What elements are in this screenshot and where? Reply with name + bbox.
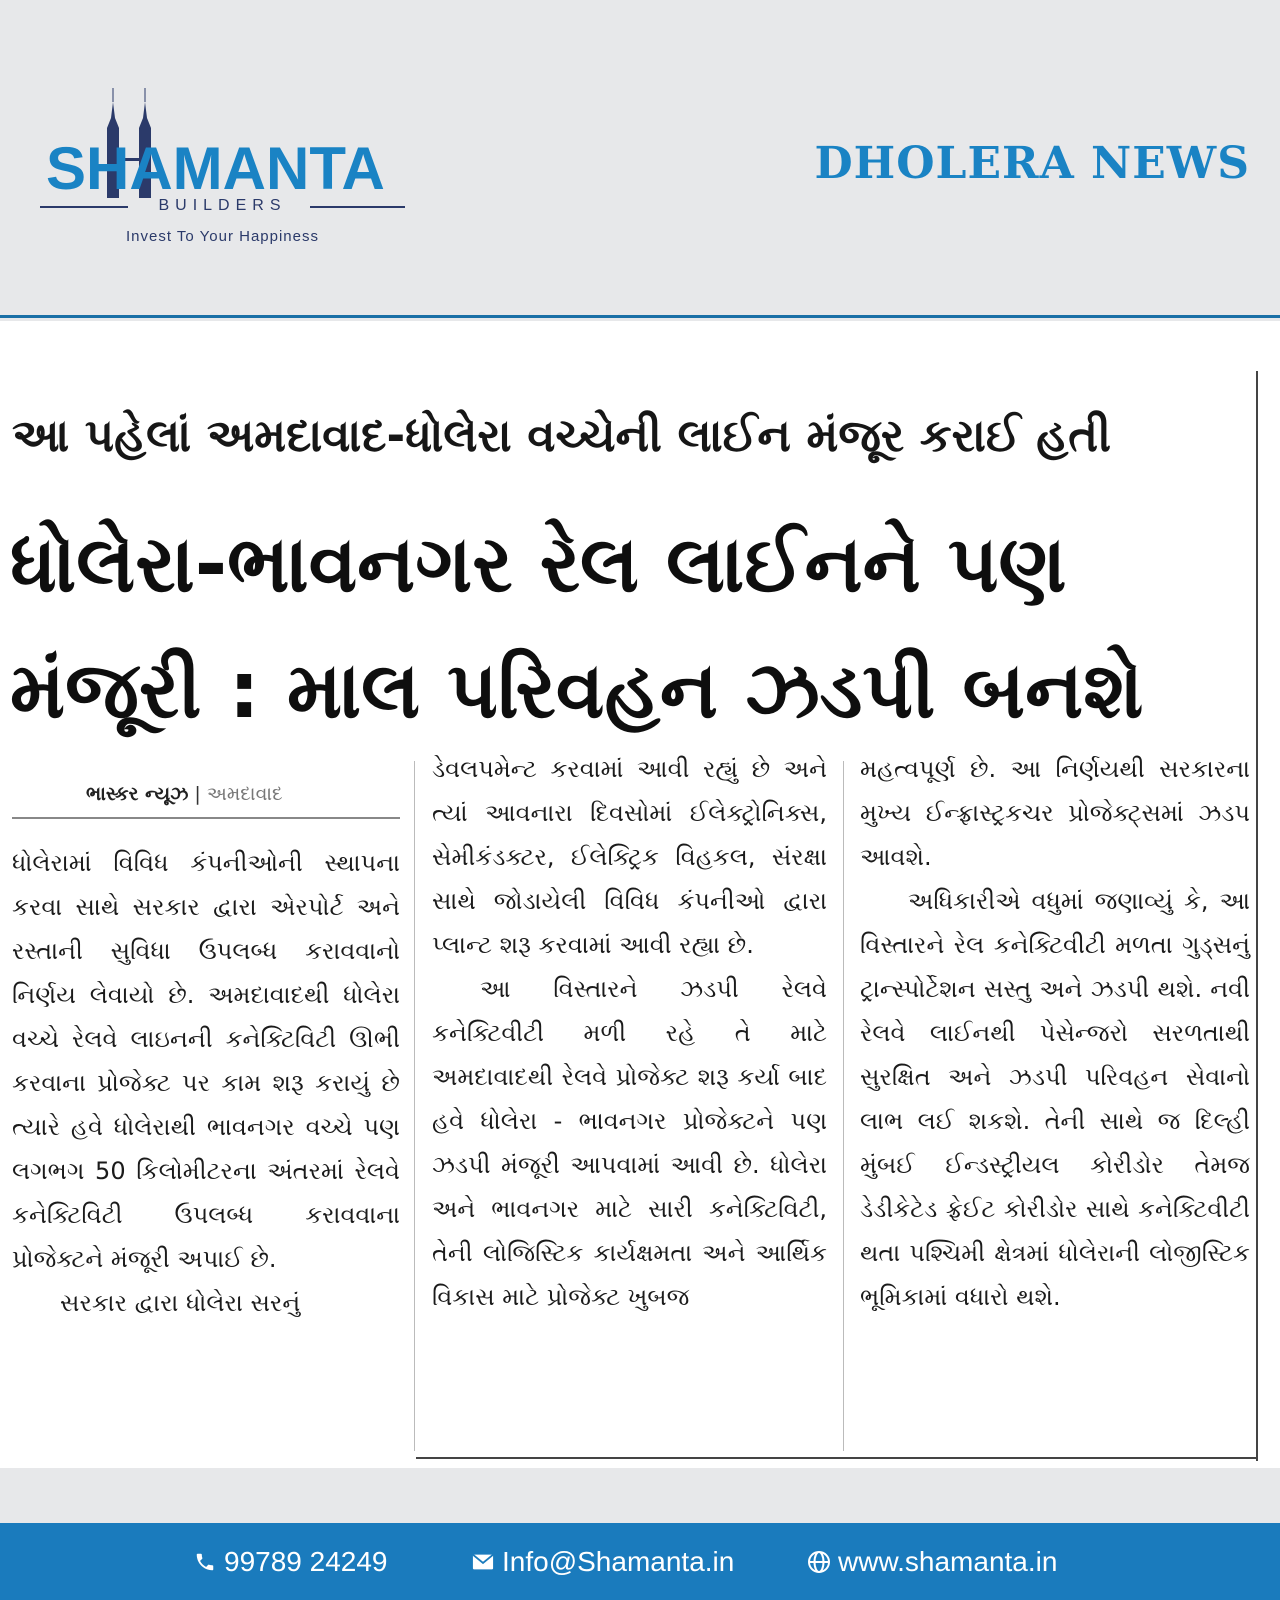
paragraph: મહત્વપૂર્ણ છે. આ નિર્ણયથી સરકારના મુખ્ય ઈન્ફ્રાસ્ટ્રકચર પ્રોજેક્ટ્સમાં ઝડપ આવશે. <box>860 755 1250 871</box>
article-column-3 <box>860 747 1250 1319</box>
clipping-edge <box>1256 371 1258 1461</box>
globe-icon <box>806 1549 832 1575</box>
paragraph: ધોલેરામાં વિવિધ કંપનીઓની સ્થાપના કરવા સાથે સરકાર દ્વારા એરપોર્ટ અને રસ્તાની સુવિધા ઉપલબ્ધ કરાવવાનો નિર્ણય લેવાયો છે. અમદાવાદથી ધોલેરા વચ્ચે રેલવે લાઇનની કનેક્ટિવિટી ઊભી કરવાના પ્રોજેક્ટ પર કામ શરૂ કરાયું છે ત્યારે હવે ધોલેરાથી ભાવનગર વચ્ચે પણ લગભગ 50 કિલોમીટરના અંતરમાં રેલવે કનેક્ટિવિટી ઉપલબ્ધ કરાવવાના પ્રોજેક્ટને મંજૂરી અપાઈ છે. <box>12 849 400 1273</box>
byline-source: ભાસ્કર ન્યૂઝ <box>86 783 189 805</box>
brand-name: SHAMANTA <box>46 135 385 202</box>
article-column-1 <box>12 841 400 1325</box>
phone-number: 99789 24249 <box>224 1545 388 1577</box>
byline-separator: | <box>194 783 207 805</box>
website-url: www.shamanta.in <box>838 1545 1058 1577</box>
paragraph: ડેવલપમેન્ટ કરવામાં આવી રહ્યું છે અને ત્યાં આવનારા દિવસોમાં ઈલેક્ટ્રોનિક્સ, સેમીકંડક્ટર, ઈલેક્ટ્રિક વિહકલ, સંરક્ષા સાથે જોડાયેલી વિવિધ કંપનીઓ દ્વારા પ્લાન્ટ શરૂ કરવામાં આવી રહ્યા છે. <box>432 755 827 959</box>
email-link[interactable] <box>470 1523 734 1600</box>
paragraph: સરકાર દ્વારા ધોલેરા સરનું <box>60 1289 301 1317</box>
paragraph: અધિકારીએ વધુમાં જણાવ્યું કે, આ વિસ્તારને રેલ કનેક્ટિવીટી મળતા ગુડ્સનું ટ્રાન્સ્પોર્ટેશન સસ્તુ અને ઝડપી થશે. નવી રેલવે લાઈનથી પેસેન્જરો સરળતાથી સુરક્ષિત અને ઝડપી પરિવહન સેવાનો લાભ લઈ શકશે. તેની સાથે જ દિલ્હી મુંબઈ ઈન્ડસ્ટ્રીયલ કોરીડોર તેમજ ડેડીકેટેડ ફ્રેઈટ કોરીડોર સાથે કનેક્ટિવીટી થતા પશ્ચિમી ક્ષેત્રમાં ધોલેરાની લોજીસ્ટિક ભૂમિકામાં વધારો થશે. <box>860 887 1250 1311</box>
byline <box>86 783 283 805</box>
article-kicker: આ પહેલાં અમદાવાદ-ધોલેરા વચ્ચેની લાઈન મંજૂર કરાઈ હતી <box>12 409 1111 462</box>
brand-sub: BUILDERS <box>158 197 287 214</box>
shamanta-logo[interactable] <box>40 80 410 255</box>
article-headline-line2: મંજૂરી : માલ પરિવહન ઝડપી બનશે <box>10 646 1144 736</box>
footer-contact-bar <box>0 1523 1280 1600</box>
website-link[interactable] <box>806 1523 1057 1600</box>
brand-sub-row <box>40 197 405 217</box>
newspaper-clipping <box>0 321 1280 1468</box>
column-divider <box>414 761 415 1451</box>
tagline: Invest To Your Happiness <box>125 228 319 245</box>
phone-icon <box>192 1549 218 1575</box>
column-divider <box>843 761 844 1451</box>
article-headline-line1: ધોલેરા-ભાવનગર રેલ લાઈનને પણ <box>10 520 1067 610</box>
byline-place: અમદાવાદ <box>206 783 283 805</box>
byline-rule <box>12 817 400 819</box>
article-column-2 <box>432 747 827 1319</box>
header <box>0 0 1280 318</box>
mail-icon <box>470 1549 496 1575</box>
phone-link[interactable] <box>192 1523 388 1600</box>
email-address: Info@Shamanta.in <box>502 1545 735 1577</box>
section-title: DHOLERA NEWS <box>814 138 1250 189</box>
paragraph: આ વિસ્તારને ઝડપી રેલવે કનેક્ટિવીટી મળી રહે તે માટે અમદાવાદથી રેલવે પ્રોજેક્ટ શરૂ કર્યા બાદ હવે ધોલેરા - ભાવનગર પ્રોજેક્ટને પણ ઝડપી મંજૂરી આપવામાં આવી છે. ધોલેરા અને ભાવનગર માટે સારી કનેક્ટિવિટી, તેની લોજિસ્ટિક કાર્યક્ષમતા અને આર્થિક વિકાસ માટે પ્રોજેક્ટ ખુબજ <box>432 975 827 1311</box>
clipping-edge <box>416 1457 1258 1459</box>
